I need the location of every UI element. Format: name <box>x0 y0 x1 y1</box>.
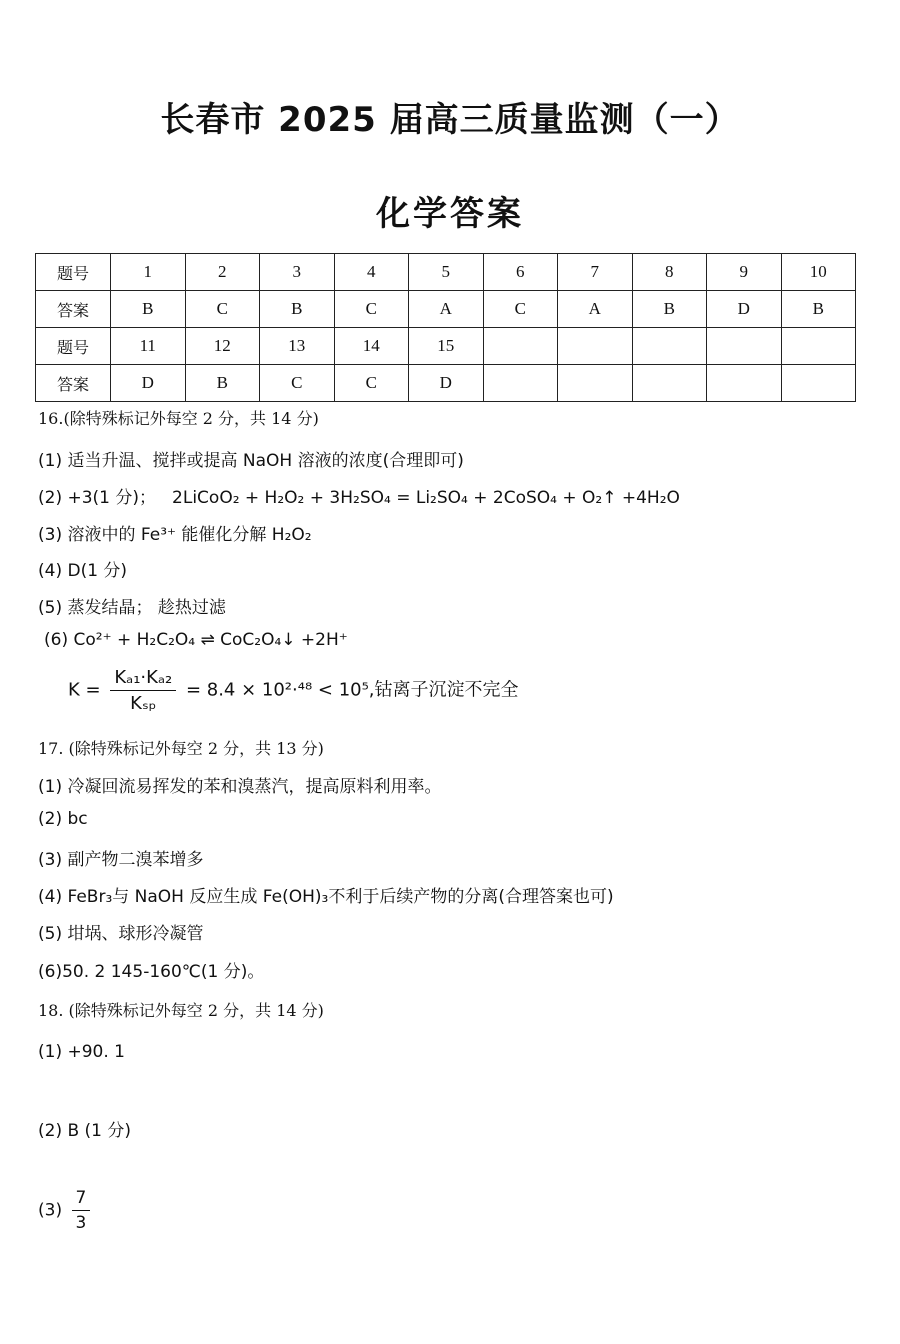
table-cell: 7 <box>558 254 633 291</box>
q17-answer-5: (5) 坩埚、球形冷凝管 <box>38 924 204 944</box>
q16-answer-3: (3) 溶液中的 Fe³⁺ 能催化分解 H₂O₂ <box>38 525 312 545</box>
q16-answer-2 <box>38 483 680 508</box>
fraction-denominator: 3 <box>75 1213 87 1233</box>
q18-answer-3-label: (3) <box>38 1200 63 1221</box>
table-cell: D <box>111 365 186 402</box>
k-numerator: Kₐ₁·Kₐ₂ <box>110 667 176 691</box>
q17-answer-6: (6)50. 2 145-160℃(1 分)。 <box>38 962 265 982</box>
table-cell: D <box>409 365 484 402</box>
table-cell: 题号 <box>36 254 111 291</box>
q18-answer-3-fraction <box>72 1188 91 1233</box>
table-cell: C <box>334 291 409 328</box>
table-cell: B <box>185 365 260 402</box>
q16-answer-1: (1) 适当升温、搅拌或提高 NaOH 溶液的浓度(合理即可) <box>38 451 464 471</box>
q16-header: 16.(除特殊标记外每空 2 分，共 14 分) <box>38 409 319 428</box>
table-cell <box>483 365 558 402</box>
k-lhs: K = <box>68 679 101 701</box>
q18-answer-2: (2) B (1 分) <box>38 1121 132 1141</box>
table-cell: 答案 <box>36 291 111 328</box>
q18-answer-3 <box>38 1188 94 1233</box>
table-cell <box>781 365 856 402</box>
q16-k-expression <box>68 667 519 714</box>
table-cell: B <box>111 291 186 328</box>
table-cell: 2 <box>185 254 260 291</box>
table-cell <box>558 328 633 365</box>
q18-header: 18. (除特殊标记外每空 2 分，共 14 分) <box>38 1001 324 1020</box>
fraction-numerator: 7 <box>72 1188 91 1211</box>
q17-answer-3: (3) 副产物二溴苯增多 <box>38 850 204 870</box>
table-cell: C <box>483 291 558 328</box>
table-cell <box>483 328 558 365</box>
k-denominator: Kₛₚ <box>130 693 157 714</box>
table-cell: D <box>707 291 782 328</box>
table-cell: C <box>260 365 335 402</box>
table-cell: A <box>409 291 484 328</box>
table-cell <box>558 365 633 402</box>
q17-answer-1: (1) 冷凝回流易挥发的苯和溴蒸汽，提高原料利用率。 <box>38 777 442 797</box>
q18-answer-1: (1) +90. 1 <box>38 1042 125 1062</box>
table-cell: 13 <box>260 328 335 365</box>
answer-table <box>35 253 856 402</box>
table-cell <box>707 328 782 365</box>
table-cell: A <box>558 291 633 328</box>
table-cell: B <box>781 291 856 328</box>
table-cell <box>707 365 782 402</box>
table-cell: 6 <box>483 254 558 291</box>
table-cell <box>781 328 856 365</box>
q17-answer-2: (2) bc <box>38 809 88 829</box>
table-cell: 5 <box>409 254 484 291</box>
table-cell: 9 <box>707 254 782 291</box>
table-row <box>36 328 856 365</box>
table-cell <box>632 365 707 402</box>
table-cell: B <box>260 291 335 328</box>
table-cell: 11 <box>111 328 186 365</box>
q16-answer-6: (6) Co²⁺ + H₂C₂O₄ ⇌ CoC₂O₄↓ +2H⁺ <box>44 630 348 650</box>
table-cell: 4 <box>334 254 409 291</box>
table-cell: 8 <box>632 254 707 291</box>
table-cell <box>632 328 707 365</box>
q17-header: 17. (除特殊标记外每空 2 分，共 13 分) <box>38 739 324 758</box>
table-row <box>36 254 856 291</box>
q16-answer-2-equation: 2LiCoO₂ + H₂O₂ + 3H₂SO₄ = Li₂SO₄ + 2CoSO₄ + O₂↑ +4H₂O <box>172 488 680 508</box>
table-cell: 题号 <box>36 328 111 365</box>
table-cell: 1 <box>111 254 186 291</box>
k-rhs: = 8.4 × 10²·⁴⁸ < 10⁵,钴离子沉淀不完全 <box>185 679 519 701</box>
table-cell: 答案 <box>36 365 111 402</box>
table-cell: 14 <box>334 328 409 365</box>
table-cell: 15 <box>409 328 484 365</box>
table-cell: 12 <box>185 328 260 365</box>
table-cell: C <box>185 291 260 328</box>
k-fraction <box>110 667 176 714</box>
q16-answer-5: (5) 蒸发结晶； 趁热过滤 <box>38 598 226 618</box>
table-row <box>36 365 856 402</box>
table-cell: 10 <box>781 254 856 291</box>
table-cell: B <box>632 291 707 328</box>
q17-answer-4: (4) FeBr₃与 NaOH 反应生成 Fe(OH)₃不利于后续产物的分离(合理答案也可) <box>38 887 614 907</box>
q16-answer-4: (4) D(1 分) <box>38 561 128 581</box>
table-cell: 3 <box>260 254 335 291</box>
table-cell: C <box>334 365 409 402</box>
table-row <box>36 291 856 328</box>
page-title: 长春市 2025 届高三质量监测（一） <box>160 100 740 140</box>
page-subtitle: 化学答案 <box>376 194 524 234</box>
q16-answer-2-label: (2) +3(1 分)； <box>38 488 157 508</box>
